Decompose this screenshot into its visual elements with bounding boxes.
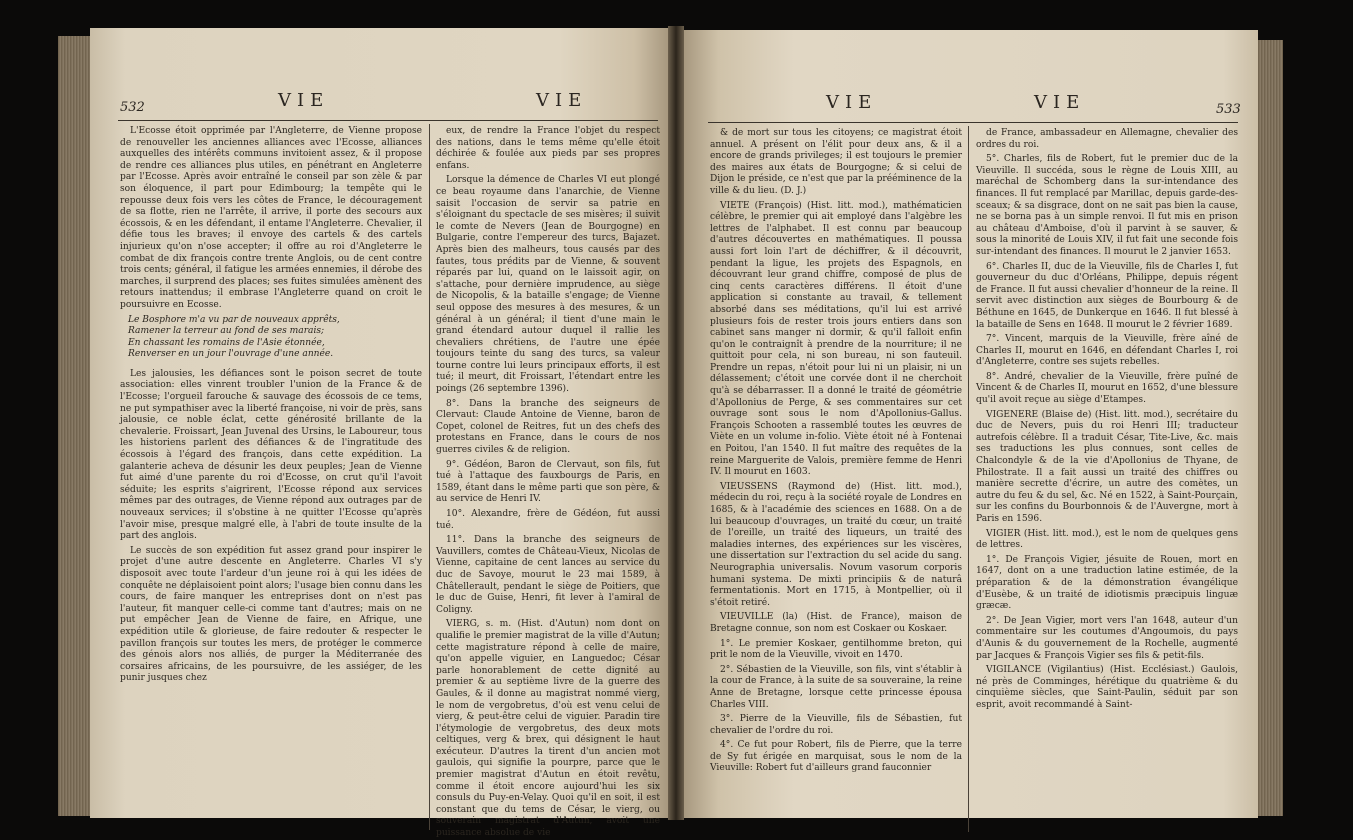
left-running-head-right: VIE bbox=[536, 90, 588, 111]
paragraph: Lorsque la démence de Charles VI eut plongé ce beau royaume dans l'anarchie, de Vienne saisit l'occasion de servir sa patrie en s'éloignant du spectacle de ses misères; il suivit le comte de Nevers (Jean de Bourgogne) en Bulgarie, contre l'empereur des turcs, Bajazet. Après bien des malheurs, tous causés par des fautes, tous prédits par de Vienne, & souvent réparés par lui, quand on le laissoit agir, on s'attache, pour dernière imprudence, au siège de Nicopolis, & la bataille s'engage; de Vienne seul oppose des mesures à des mesures, & un général à un général; il tient d'une main le grand étendard autour duquel il rallie les chevaliers chrétiens, de l'autre une épée toujours teinte du sang des turcs, sa valeur tourne contre lui leurs principaux efforts, il est tué; il meurt, dit Froissart, l'étendart entre les poings (26 septembre 1396). bbox=[436, 175, 660, 395]
paragraph: 1°. De François Vigier, jésuite de Rouen, mort en 1647, dont on a une traduction latine estimée, de la préparation & de la démonstration évangélique d'Eusèbe, & un traité de idiotismis præcipuis linguæ græcæ. bbox=[976, 554, 1238, 612]
left-page-edges bbox=[58, 36, 92, 816]
paragraph: 4°. Ce fut pour Robert, fils de Pierre, que la terre de Sy fut érigée en marquisat, sous le nom de la Vieuville: Robert fut d'ailleurs grand fauconnier bbox=[710, 740, 962, 774]
left-header-rule bbox=[118, 120, 658, 121]
paragraph: 2°. Sébastien de la Vieuville, son fils, vint s'établir à la cour de France, à la suite de sa souveraine, la reine Anne de Bretagne, lorsque cette princesse épousa Charles VIII. bbox=[710, 664, 962, 710]
paragraph: 5°. Charles, fils de Robert, fut le premier duc de la Vieuville. Il succéda, sous le règne de Louis XIII, au maréchal de Schomberg dans la sur-intendance des finances. Il fut remplacé par Marillac, depuis garde-des-sceaux; & sa disgrace, dont on ne sait pas bien la cause, ne se borna pas à un simple renvoi. Il fut mis en prison au château d'Amboise, d'où il parvint à se sauver, & sous la minorité de Louis XIV, il fut fait une seconde fois sur-intendant des finances. Il mourut le 2 janvier 1653. bbox=[976, 154, 1238, 257]
left-column-2 bbox=[436, 126, 660, 839]
paragraph: 10°. Alexandre, frère de Gédéon, fut aussi tué. bbox=[436, 509, 660, 531]
paragraph: 6°. Charles II, duc de la Vieuville, fils de Charles I, fut gouverneur du duc d'Orléans, Philippe, depuis régent de France. Il fut aussi chevalier d'honneur de la reine. Il servit avec distinction aux sièges de Bourbourg & de Béthune en 1645, de Dunkerque en 1646. Il fut blessé à la bataille de Sens en 1648. Il mourut le 2 février 1689. bbox=[976, 261, 1238, 330]
paragraph: VIGENERE (Blaise de) (Hist. litt. mod.), secrétaire du duc de Nevers, puis du roi Henri III; traducteur autrefois célèbre. Il a traduit César, Tite-Live, &c. mais ses traductions les plus connues, sont celles de Chalcondyle & de la vie d'Apollonius de Thyane, de Philostrate. Il a fait aussi un traité des chiffres ou manière secrette d'écrire, un autre des comètes, un autre du feu & du sel, &c. Né en 1522, à Saint-Pourçain, sur les confins du Bourbonnois & de l'Auvergne, mort à Paris en 1596. bbox=[976, 409, 1238, 524]
right-running-head-left: VIE bbox=[826, 92, 878, 113]
paragraph: VIGILANCE (Vigilantius) (Hist. Ecclésiast.) Gaulois, né près de Comminges, hérétique du quatrième & du cinquième siècles, que Saint-Paulin, séduit par son esprit, avoit recommandé à Saint- bbox=[976, 665, 1238, 710]
paragraph: Le succès de son expédition fut assez grand pour inspirer le projet d'une autre descente en Angleterre. Charles VI s'y disposoit avec toute l'ardeur d'un jeune roi à qui les idées de conquête ne déplaisoient point alors; l'usage bien connu dans les cours, de faire manquer les entreprises dont on n'est pas l'auteur, fit manquer celle-ci comme tant d'autres; mais on ne put empêcher Jean de Vienne de faire, en Afrique, une expédition utile & glorieuse, de faire redouter & respecter le pavillon françois sur toutes les mers, de protéger le commerce des génois alors nos alliés, de purger la Méditerranée des corsaires africains, de les poursuivre, de les assiéger, de les punir jusques chez bbox=[120, 545, 422, 684]
paragraph: VIGIER (Hist. litt. mod.), est le nom de quelques gens de lettres. bbox=[976, 528, 1238, 551]
verse-line: Ramener la terreur au fond de ses marais; bbox=[128, 326, 325, 337]
paragraph: & de mort sur tous les citoyens; ce magistrat étoit annuel. A présent on l'élit pour deux ans, & il a encore de grands privileges; il est toujours le premier des maires aux états de Bourgogne; & si celui de Dijon le préside, ce n'est que par la prééminence de la ville & du lieu. (D. J.) bbox=[710, 128, 962, 196]
right-running-head-right: VIE bbox=[1034, 92, 1086, 113]
right-page bbox=[678, 30, 1258, 818]
paragraph: 8°. Dans la branche des seigneurs de Clervaut: Claude Antoine de Vienne, baron de Copet, colonel de Reitres, fut un des chefs des protestans en France, dans le cours de nos guerres civiles & de religion. bbox=[436, 398, 660, 456]
left-page bbox=[90, 28, 676, 839]
paragraph: 11°. Dans la branche des seigneurs de Vauvillers, comtes de Château-Vieux, Nicolas de Vienne, capitaine de cent lances au service du duc de Savoye, mourut le 23 mai 1589, à Châtellerault, pendant le siège de Poitiers, que le duc de Guise, Henri, fit lever à l'amiral de Coligny. bbox=[436, 535, 660, 615]
verse-line: Le Bosphore m'a vu par de nouveaux apprêts, bbox=[128, 314, 340, 325]
verse-line: En chassant les romains de l'Asie étonnée, bbox=[128, 337, 325, 348]
left-running-head-left: VIE bbox=[278, 90, 330, 111]
right-page-number: 533 bbox=[1216, 102, 1241, 117]
paragraph: de France, ambassadeur en Allemagne, chevalier des ordres du roi. bbox=[976, 128, 1238, 150]
left-column-divider bbox=[429, 124, 430, 830]
right-header-rule bbox=[708, 122, 1238, 123]
paragraph: Les jalousies, les défiances sont le poison secret de toute association: elles vinrent troubler l'union de la France & de l'Ecosse; l'orgueil farouche & sauvage des écossois de ce tems, ne put sympathiser avec la liberté françoise, ni voir de près, sans jalousie, ce noble éclat, cette générosité brillante de la chevalerie. Froissart, Jean Juvenal des Ursins, le Laboureur, tous les historiens parlent des défiances & de l'ingratitude des écossois à l'égard des françois, dans cette expédition. La galanterie acheva de désunir les deux peuples; Jean de Vienne fut aimé d'une parente du roi d'Ecosse, on crut qu'il l'avoit séduite; les esprits s'aigrirent, l'Ecosse répond aux services mêmes par des outrages, de Vienne répond aux outrages par de nouveaux services; il s'obstine à ne quitter l'Ecosse qu'après l'avoir mise, presque malgré elle, à l'abri de toute insulte de la part des anglois. bbox=[120, 368, 422, 542]
book-gutter bbox=[668, 26, 684, 820]
right-column-1 bbox=[710, 128, 962, 838]
paragraph: 2°. De Jean Vigier, mort vers l'an 1648, auteur d'un commentaire sur les coutumes d'Angoumois, du pays d'Aunis & du gouvernement de la Rochelle, augmenté par Jacques & François Vigier ses fils & petit-fils. bbox=[976, 615, 1238, 661]
paragraph: VIERG, s. m. (Hist. d'Autun) nom dont on qualifie le premier magistrat de la ville d'Autun; cette magistrature répond à celle de maire, qu'on appelle viguier, en Languedoc; César parle honorablement de cette dignité au premier & au septième livre de la guerre des Gaules, & il donne au magistrat nommé vierg, le nom de vergobretus, d'où est venu celui de vierg, & peut-être celui de viguier. Paradin tire l'étymologie de vergobretus, des deux mots celtiques, verg & brex, qui désignent le haut exécuteur. D'autres la tirent d'un ancien mot gaulois, qui signifie la pourpre, parce que le premier magistrat d'Autun en étoit revêtu, comme il étoit encore aujourd'hui les six consuls du Puy-en-Velay. Quoi qu'il en soit, il est constant que du tems de César, le vierg, ou souverain magistrat d'Autun, avoit une puissance absolue de vie bbox=[436, 619, 660, 839]
paragraph: VIETE (François) (Hist. litt. mod.), mathématicien célèbre, le premier qui ait employé dans l'algèbre les lettres de l'alphabet. Il est connu par beaucoup d'autres découvertes en mathématiques. Il poussa aussi fort loin l'art de déchiffrer, & il découvrit, pendant la ligue, les projets des Espagnols, en découvrant leur grand chiffre, composé de plus de cinq cents caractères différens. Il étoit d'une application si constante au travail, & tellement absorbé dans ses méditations, qu'il lui est arrivé plusieurs fois de rester trois jours entiers dans son cabinet sans manger ni dormir, & qu'il falloit enfin qu'on le contraignît à prendre de la nourriture; il ne quittoit pour cela, ni son bureau, ni son fauteuil. Prendre un repas, n'étoit pour lui ni un plaisir, ni un délassement; c'étoit une corvée dont il ne cherchoit qu'à se débarrasser. Il a donné le traité de géométrie d'Apollonius de Perge, & ses commentaires sur cet ouvrage sont sous le nom d'Apollonius-Gallus. François Schooten a rassemblé toutes les œuvres de Viète en un volume in-folio. Viète étoit né à Fontenai en Poitou, l'an 1540. Il fut maître des requêtes de la reine Marguerite de Valois, première femme de Henri IV. Il mourut en 1603. bbox=[710, 200, 962, 478]
paragraph: VIEUSSENS (Raymond de) (Hist. litt. mod.), médecin du roi, reçu à la société royale de Londres en 1685, & à l'académie des sciences en 1688. On a de lui beaucoup d'ouvrages, un traité du cœur, un traité de l'oreille, un traité des liqueurs, un traité des maladies internes, des expériences sur les viscères, une dissertation sur l'extraction du sel acide du sang. Neurographia universalis. Novum vasorum corporis humani systema. De mixti principiis & de naturâ fermentationis. Mort en 1715, à Montpellier, où il s'étoit retiré. bbox=[710, 481, 962, 608]
left-column-1 bbox=[120, 126, 422, 836]
paragraph: 9°. Gédéon, Baron de Clervaut, son fils, fut tué à l'attaque des fauxbourgs de Paris, en 1589, étant dans le même parti que son père, & au service de Henri IV. bbox=[436, 459, 660, 505]
verse-line: Renverser en un jour l'ouvrage d'une année. bbox=[128, 349, 334, 360]
right-column-2 bbox=[976, 128, 1238, 838]
paragraph: 7°. Vincent, marquis de la Vieuville, frère aîné de Charles II, mourut en 1646, en défendant Charles I, roi d'Angleterre, contre ses sujets rebelles. bbox=[976, 334, 1238, 368]
paragraph: eux, de rendre la France l'objet du respect des nations, dans le tems même qu'elle étoit déchirée & foulée aux pieds par ses propres enfans. bbox=[436, 126, 660, 171]
paragraph: 3°. Pierre de la Vieuville, fils de Sébastien, fut chevalier de l'ordre du roi. bbox=[710, 714, 962, 736]
paragraph: 8°. André, chevalier de la Vieuville, frère puîné de Vincent & de Charles II, mourut en 1652, d'une blessure qu'il avoit reçue au siège d'Etampes. bbox=[976, 371, 1238, 406]
paragraph: VIEUVILLE (la) (Hist. de France), maison de Bretagne connue, son nom est Coskaer ou Koskaer. bbox=[710, 612, 962, 634]
left-page-number: 532 bbox=[120, 100, 145, 115]
right-column-divider bbox=[968, 126, 969, 832]
paragraph: 1°. Le premier Koskaer, gentilhomme breton, qui prit le nom de la Vieuville, vivoit en 1470. bbox=[710, 638, 962, 661]
paragraph: L'Ecosse étoit opprimée par l'Angleterre, de Vienne propose de renouveller les anciennes alliances avec l'Ecosse, alliances auxquelles des intérêts communs invitoient assez, & il propose de rendre ces alliances plus utiles, en pénétrant en Angleterre par l'Ecosse. Après avoir entraîné le conseil par son zèle & par son éloquence, il part pour Edimbourg; la tempête qui le repousse deux fois vers les côtes de France, le découragement de sa flotte, rien ne l'arrête, il arrive, il porte des secours aux écossois, & en les défendant, il entame l'Angleterre. Chevalier, il défie tous les braves; il envoye des cartels & des cartels injurieux qu'on n'ose accepter; il offre au roi d'Angleterre le combat de dix françois contre trente Anglois, ou de cent contre trois cents; général, il fatigue les armées ennemies, il dérobe des marches, il surprend des places; ses fuites simulées amènent des retours inattendus; il embrase l'Angleterre quand on croit le poursuivre en Ecosse. bbox=[120, 126, 422, 310]
right-page-edges bbox=[1255, 40, 1283, 816]
